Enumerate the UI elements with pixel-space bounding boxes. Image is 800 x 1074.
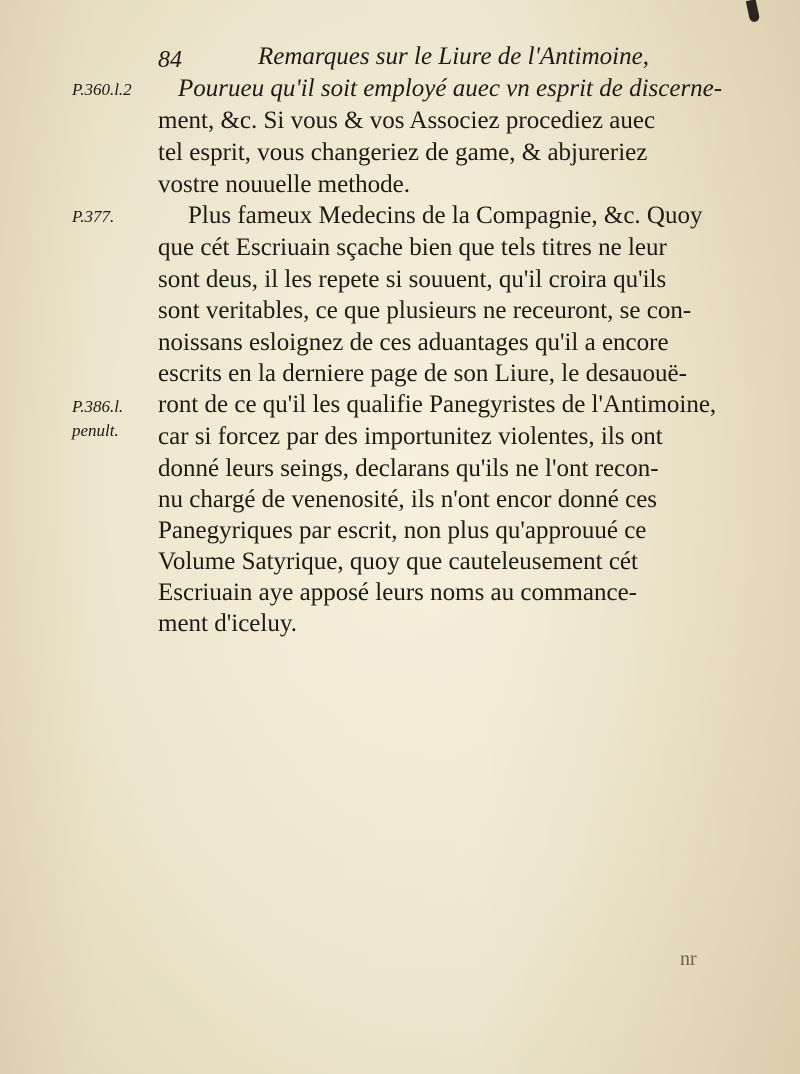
text-line: car si forcez par des importunitez violentes, ils ont [158,423,663,450]
text-line: Volume Satyrique, quoy que cauteleusement cét [158,548,638,575]
text-line: Plus fameux Medecins de la Compagnie, &c. Quoy [188,202,703,229]
text-line: Escriuain aye apposé leurs noms au commance- [158,579,637,606]
text-line: noissans esloignez de ces aduantages qu'il a encore [158,329,669,356]
text-line: escrits en la derniere page de son Liure, le desauouë- [158,360,687,387]
catchword: nr [680,948,697,970]
text-line: sont deus, il les repete si souuent, qu'il croira qu'ils [158,266,667,293]
text-line: ront de ce qu'il les qualifie Panegyristes de l'Antimoine, [158,391,717,418]
text-line: Panegyriques par escrit, non plus qu'approuué ce [158,517,647,544]
text-line: donné leurs seings, declarans qu'ils ne l'ont recon- [158,455,659,482]
margin-note-ref-1: P.360.l.2 [72,80,132,99]
text-line: ment d'iceluy. [158,610,297,637]
text-line: tel esprit, vous changeriez de game, & abjureriez [158,139,648,166]
page-number: 84 [158,47,182,73]
text-line: Pourueu qu'il soit employé auec vn esprit de discerne- [178,75,723,102]
margin-note-ref-3: P.386.l. [72,397,124,416]
text-line: vostre nouuelle methode. [158,171,411,198]
text-line: sont veritables, ce que plusieurs ne receuront, se con- [158,297,692,324]
text-line: nu chargé de venenosité, ils n'ont encor donné ces [158,486,658,513]
margin-note-ref-3-cont: penult. [72,421,119,440]
text-line: que cét Escriuain sçache bien que tels titres ne leur [158,234,667,261]
margin-note-ref-2: P.377. [72,207,115,226]
running-title: Remarques sur le Liure de l'Antimoine, [258,43,649,70]
ink-blot [746,0,760,23]
text-line: ment, &c. Si vous & vos Associez procediez auec [158,107,656,134]
